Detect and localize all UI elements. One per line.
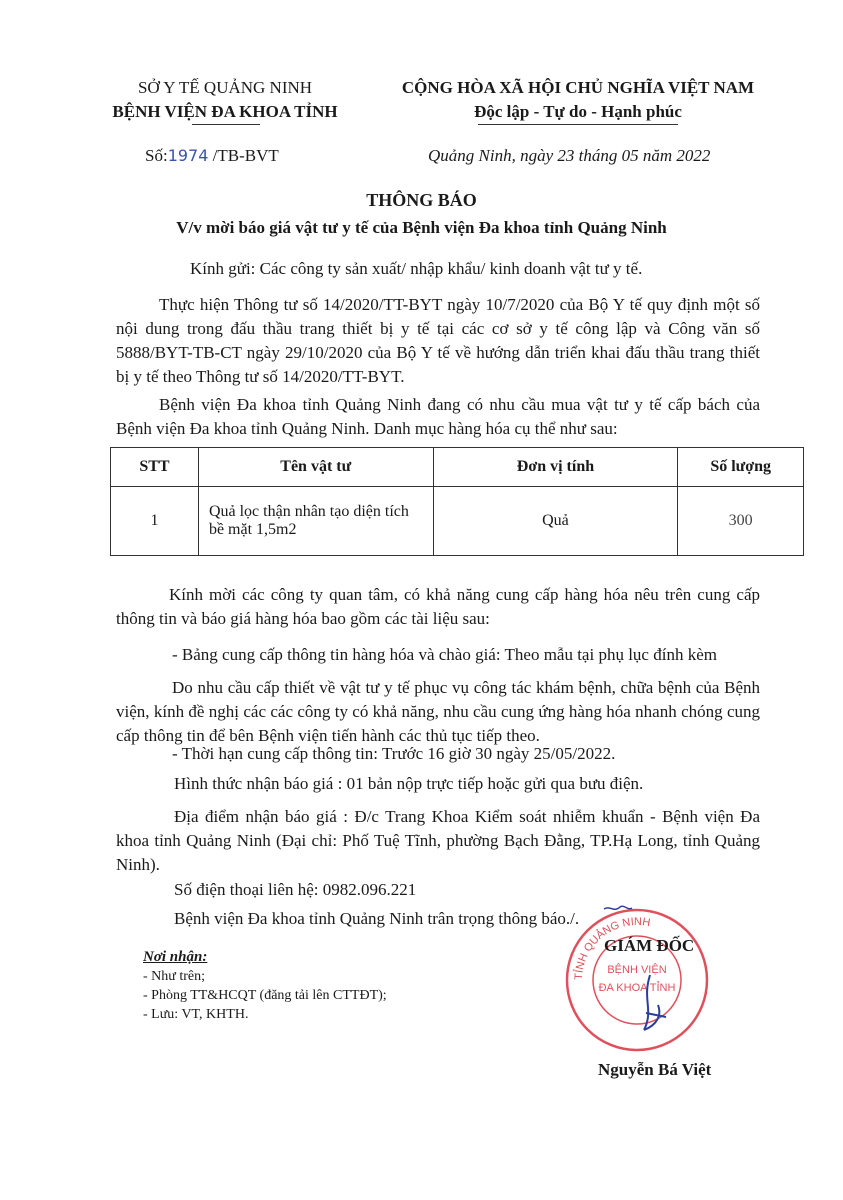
document-title: THÔNG BÁO xyxy=(366,190,477,210)
org-header xyxy=(90,76,360,124)
number-prefix: Số: xyxy=(145,146,168,165)
paragraph-8: Địa điểm nhận báo giá : Đ/c Trang Khoa Kiểm soát nhiễm khuẩn - Bệnh viện Đa khoa tỉnh Quảng Ninh (Đại chỉ: Phố Tuệ Tĩnh, phường Bạch Đằng, TP.Hạ Long, tỉnh Quảng Ninh). xyxy=(116,807,760,874)
stamp-center-2: ĐA KHOA TỈNH xyxy=(598,982,676,994)
recipients-title: Nơi nhận: xyxy=(143,949,208,965)
cell-unit: Quả xyxy=(433,487,678,556)
cell-name: Quả lọc thận nhân tạo diện tích bề mặt 1,5m2 xyxy=(198,487,433,556)
paragraph-10: Bệnh viện Đa khoa tỉnh Quảng Ninh trân trọng thông báo./. xyxy=(174,909,580,928)
place-date: Quảng Ninh, ngày 23 tháng 05 năm 2022 xyxy=(428,146,711,165)
nation-header xyxy=(378,76,778,124)
official-stamp xyxy=(562,905,712,1055)
paragraph-2: Bệnh viện Đa khoa tỉnh Quảng Ninh đang có nhu cầu mua vật tư y tế cấp bách của Bệnh viện Đa khoa tỉnh Quảng Ninh. Danh mục hàng hóa cụ thể như sau: xyxy=(116,395,760,438)
motto-underline xyxy=(478,124,678,125)
items-table xyxy=(110,447,804,556)
document-subtitle: V/v mời báo giá vật tư y tế của Bệnh viện Đa khoa tỉnh Quảng Ninh xyxy=(176,218,667,237)
nation-line-1: CỘNG HÒA XÃ HỘI CHỦ NGHĨA VIỆT NAM xyxy=(401,78,755,97)
table-header-row xyxy=(111,448,804,487)
recipient-item-1: - Như trên; xyxy=(143,969,206,984)
cell-stt: 1 xyxy=(111,487,199,556)
initial-scribble xyxy=(604,906,632,909)
document-number xyxy=(145,146,279,166)
paragraph-4: - Bảng cung cấp thông tin hàng hóa và chào giá: Theo mẫu tại phụ lục đính kèm xyxy=(172,645,717,664)
stamp-ring-text: TỈNH QUẢNG NINH xyxy=(572,915,652,981)
table-row xyxy=(111,487,804,556)
col-header-unit: Đơn vị tính xyxy=(433,448,678,487)
signer-position: GIÁM ĐỐC xyxy=(604,936,695,955)
number-suffix: /TB-BVT xyxy=(208,146,279,165)
paragraph-5: Do nhu cầu cấp thiết về vật tư y tế phục vụ công tác khám bệnh, chữa bệnh của Bệnh viện, kính đề nghị các các công ty có khả năng, nhu cầu cung ứng hàng hóa nhanh chóng cung cấp thông tin để bên Bệnh viện tiến hành các thủ tục tiếp theo. xyxy=(116,678,760,745)
col-header-qty: Số lượng xyxy=(678,448,804,487)
org-line-2: BỆNH VIỆN ĐA KHOA TỈNH xyxy=(112,102,338,121)
nation-motto: Độc lập - Tự do - Hạnh phúc xyxy=(474,102,682,121)
recipient-line: Kính gửi: Các công ty sản xuất/ nhập khẩu/ kinh doanh vật tư y tế. xyxy=(190,259,643,278)
col-header-name: Tên vật tư xyxy=(198,448,433,487)
paragraph-3: Kính mời các công ty quan tâm, có khả năng cung cấp hàng hóa nêu trên cung cấp thông tin và báo giá hàng hóa bao gồm các tài liệu sau: xyxy=(116,585,760,628)
stamp-center-1: BỆNH VIỆN xyxy=(607,964,667,976)
paragraph-7: Hình thức nhận báo giá : 01 bản nộp trực tiếp hoặc gửi qua bưu điện. xyxy=(174,774,644,793)
handwritten-number: 1974 xyxy=(167,146,209,165)
col-header-stt: STT xyxy=(111,448,199,487)
paragraph-9: Số điện thoại liên hệ: 0982.096.221 xyxy=(174,880,417,899)
org-underline xyxy=(192,124,260,125)
signer-name: Nguyễn Bá Việt xyxy=(598,1060,712,1079)
recipient-item-2: - Phòng TT&HCQT (đăng tải lên CTTĐT); xyxy=(143,988,387,1003)
paragraph-1: Thực hiện Thông tư số 14/2020/TT-BYT ngày 10/7/2020 của Bộ Y tế quy định một số nội dung trong đấu thầu trang thiết bị y tế tại các cơ sở y tế công lập và Công văn số 5888/BYT-TB-CT ngày 29/10/2020 của Bộ Y tế về hướng dẫn triển khai đấu thầu trang thiết bị y tế theo Thông tư số 14/2020/TT-BYT. xyxy=(116,295,760,386)
org-line-1: SỞ Y TẾ QUẢNG NINH xyxy=(137,78,313,97)
recipients-block xyxy=(143,948,387,1024)
paragraph-6: - Thời hạn cung cấp thông tin: Trước 16 giờ 30 ngày 25/05/2022. xyxy=(172,744,616,763)
cell-qty: 300 xyxy=(678,487,804,556)
recipient-item-3: - Lưu: VT, KHTH. xyxy=(143,1007,249,1022)
